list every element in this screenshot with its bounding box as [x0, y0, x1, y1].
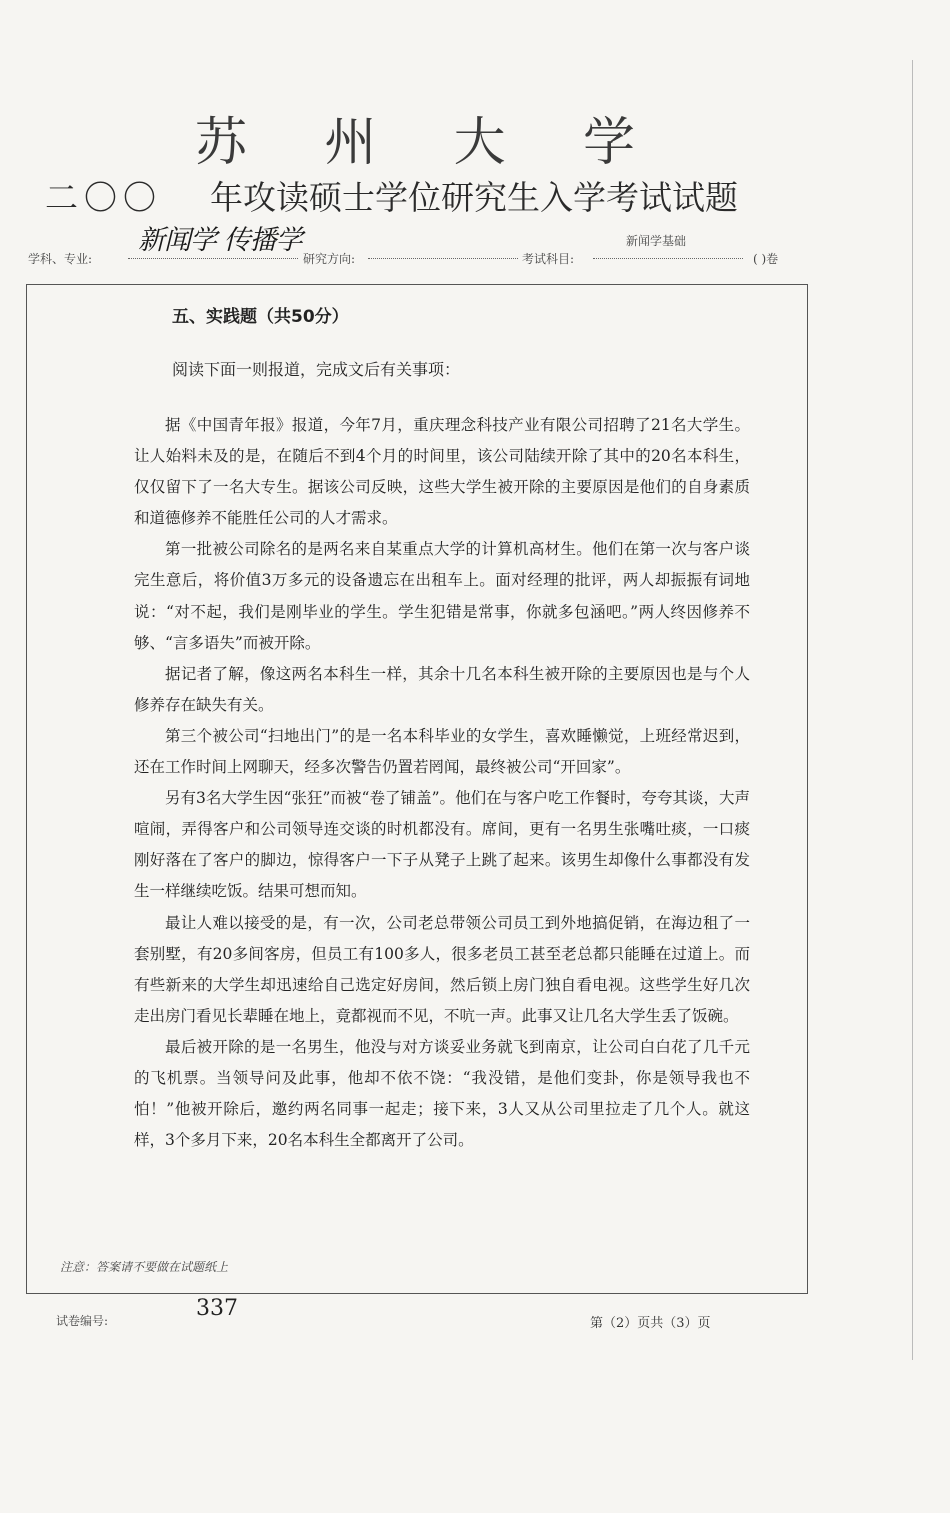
section-title: 五、实践题（共50分） [172, 307, 349, 327]
dotted-line [368, 258, 518, 259]
direction-label: 研究方向: [303, 252, 356, 266]
exam-header-info [28, 225, 798, 268]
article-paragraph: 另有3名大学生因“张狂”而被“卷了铺盖”。他们在与客户吃工作餐时，夸夸其谈，大声喧闹，弄得客户和公司领导连交谈的时机都没有。席间，更有一名男生张嘴吐痰，一口痰刚好落在了客户的脚边，惊得客户一下子从凳子上跳了起来。该男生却像什么事都没有发生一样继续吃饭。结果可想而知。 [134, 789, 750, 901]
paper-label: ( )卷 [753, 252, 779, 266]
discipline-handwritten: 新闻学 传播学 [138, 225, 302, 256]
page-indicator: 第（2）页共（3）页 [590, 1316, 711, 1331]
paper-code-label: 试卷编号: [56, 1314, 109, 1328]
news-article [134, 410, 750, 1156]
article-paragraph: 最让人难以接受的是，有一次，公司老总带领公司员工到外地搞促销，在海边租了一套别墅，有20多间客房，但员工有100多人，很多老员工甚至老总都只能睡在过道上。而有些新来的大学生却迅速给自己选定好房间，然后锁上房门独自看电视。这些学生好几次走出房门看见长辈睡在地上，竟都视而不见，不吭一声。此事又让几名大学生丢了饭碗。 [134, 913, 750, 1025]
dotted-line [593, 258, 743, 259]
article-paragraph: 据记者了解，像这两名本科生一样，其余十几名本科生被开除的主要原因也是与个人修养存在缺失有关。 [134, 664, 750, 714]
university-char: 苏 [195, 113, 248, 173]
paper-code: 337 [196, 1296, 238, 1321]
university-name [195, 100, 635, 175]
exam-title [45, 172, 785, 219]
university-char: 学 [582, 113, 635, 173]
exam-title-text: 年攻读硕士学位研究生入学考试试题 [210, 178, 738, 217]
article-paragraph: 据《中国青年报》报道，今年7月，重庆理念科技产业有限公司招聘了21名大学生。让人始料未及的是，在随后不到4个月的时间里，该公司陆续开除了其中的20名本科生，仅仅留下了一名大专生。据该公司反映，这些大学生被开除的主要原因是他们的自身素质和道德修养不能胜任公司的人才需求。 [134, 416, 750, 528]
dotted-line [128, 258, 298, 259]
subject-label: 考试科目: [522, 252, 575, 266]
article-paragraph: 最后被开除的是一名男生，他没与对方谈妥业务就飞到南京，让公司白白花了几千元的飞机票。当领导问及此事，他却不依不饶：“我没错，是他们变卦，你是领导我也不怕！”他被开除后，邀约两名同事一起走；接下来，3人又从公司里拉走了几个人。就这样，3个多月下来，20名本科生全都离开了公司。 [134, 1037, 750, 1150]
university-char: 州 [324, 113, 377, 173]
article-paragraph: 第一批被公司除名的是两名来自某重点大学的计算机高材生。他们在第一次与客户谈完生意后，将价值3万多元的设备遗忘在出租车上。面对经理的批评，两人却振振有词地说：“对不起，我们是刚毕业的学生。学生犯错是常事，你就多包涵吧。”两人终因修养不够、“言多语失”而被开除。 [134, 540, 750, 652]
discipline-label: 学科、专业: [28, 252, 93, 266]
university-char: 大 [453, 113, 506, 173]
article-paragraph: 第三个被公司“扫地出门”的是一名本科毕业的女学生，喜欢睡懒觉，上班经常迟到，还在工作时间上网聊天，经多次警告仍置若罔闻，最终被公司“开回家”。 [134, 726, 750, 777]
exam-year-prefix: 二〇〇 [45, 178, 162, 217]
intro-text: 阅读下面一则报道，完成文后有关事项： [172, 360, 461, 379]
scan-artifact [912, 60, 913, 1360]
exam-note: 注意：答案请不要做在试题纸上 [60, 1260, 229, 1274]
subject-value: 新闻学基础 [626, 234, 687, 248]
